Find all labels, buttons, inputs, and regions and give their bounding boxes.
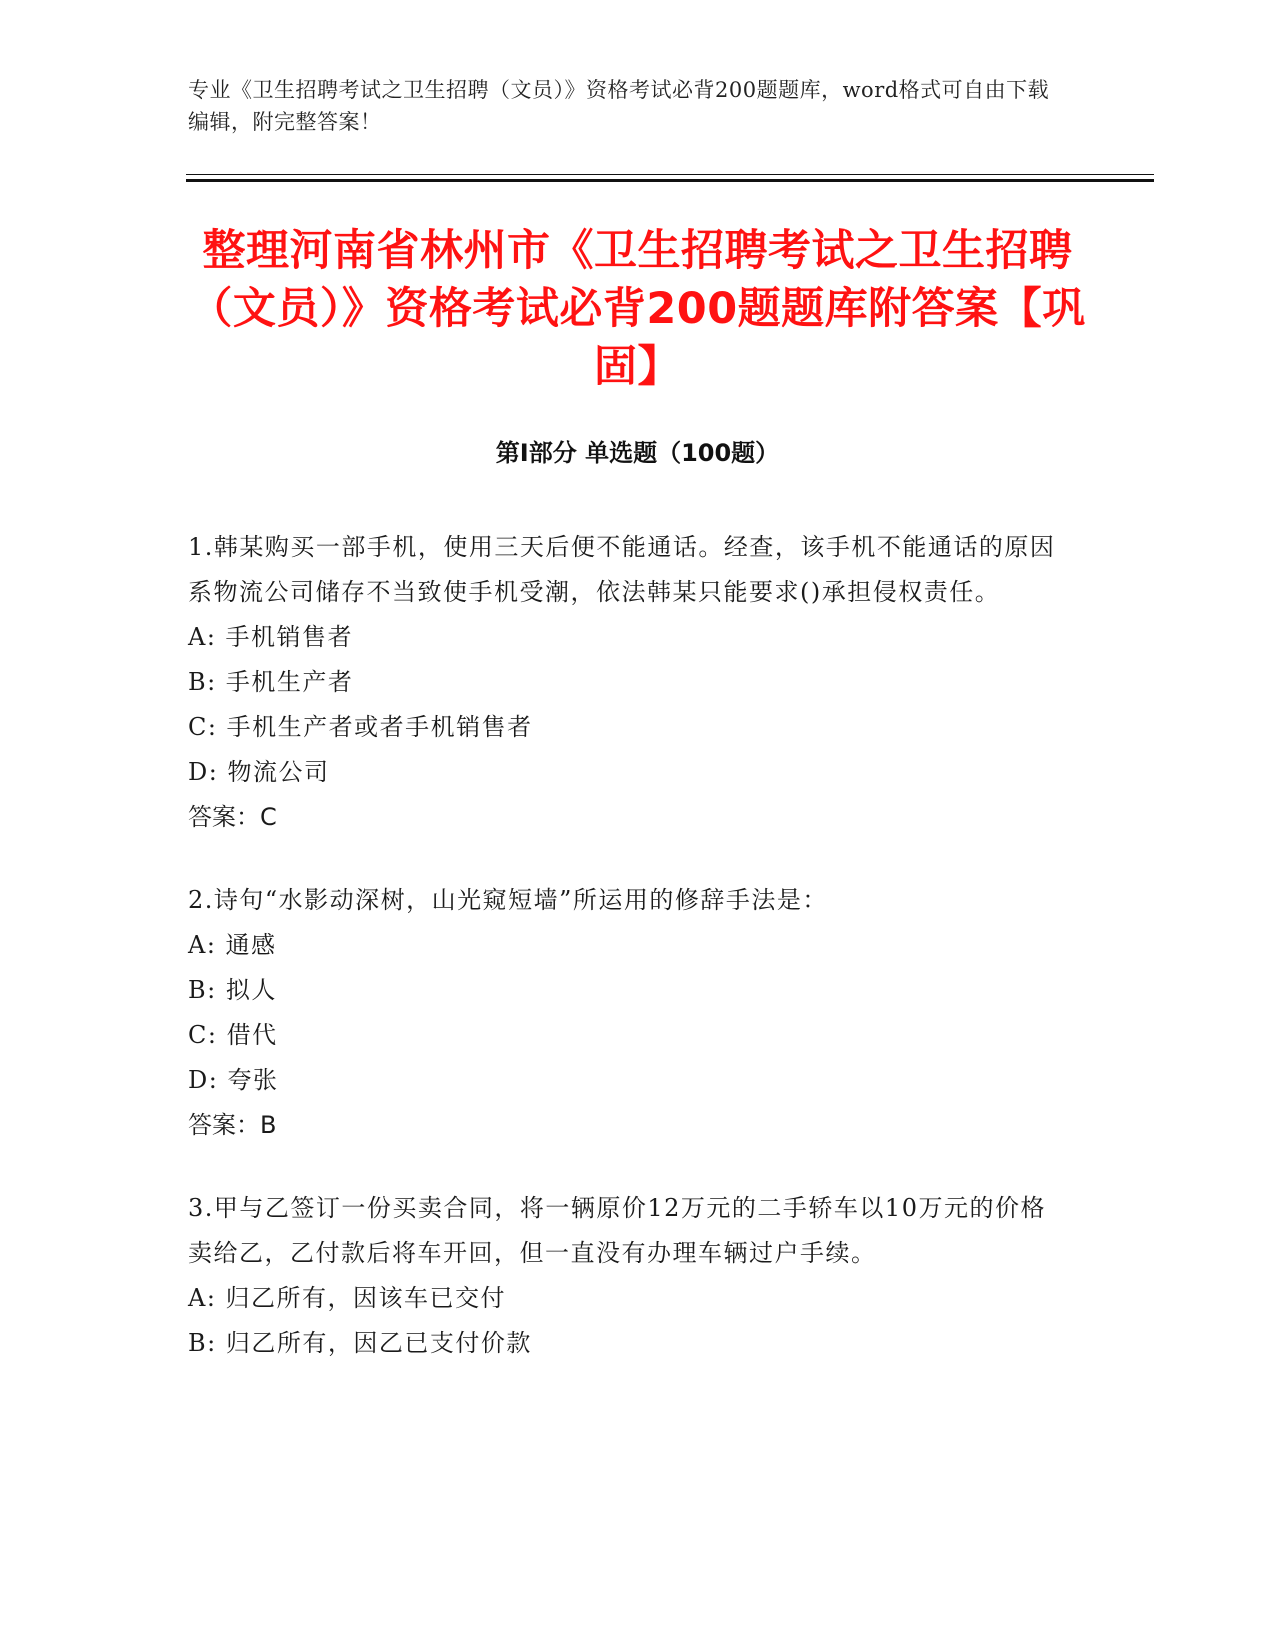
option-d: D: 夸张 <box>188 1066 279 1094</box>
question-3 <box>188 1186 1068 1366</box>
option-b: B: 手机生产者 <box>188 668 354 696</box>
option-b: B: 归乙所有，因乙已支付价款 <box>188 1329 532 1357</box>
answer: 答案：C <box>188 803 277 831</box>
header-divider-thick <box>186 179 1154 182</box>
option-d: D: 物流公司 <box>188 758 330 786</box>
section-heading: 第Ⅰ部分 单选题（100题） <box>495 439 780 467</box>
document-title: 整理河南省林州市《卫生招聘考试之卫生招聘（文员）》资格考试必背200题题库附答案【巩固】 <box>189 226 1086 392</box>
answer: 答案：B <box>188 1111 277 1139</box>
header-divider-thin <box>186 174 1154 175</box>
question-stem: 3.甲与乙签订一份买卖合同，将一辆原价12万元的二手轿车以10万元的价格卖给乙，乙付款后将车开回，但一直没有办理车辆过户手续。 <box>188 1194 1046 1267</box>
option-c: C: 手机生产者或者手机销售者 <box>188 713 533 741</box>
option-a: A: 归乙所有，因该车已交付 <box>188 1284 507 1312</box>
option-b: B: 拟人 <box>188 976 277 1004</box>
question-list <box>188 525 1068 1404</box>
option-c: C: 借代 <box>188 1021 278 1049</box>
question-1 <box>188 525 1068 840</box>
option-a: A: 手机销售者 <box>188 623 354 651</box>
question-stem: 2.诗句“水影动深树，山光窥短墙”所运用的修辞手法是： <box>188 886 828 914</box>
question-stem: 1.韩某购买一部手机，使用三天后便不能通话。经查，该手机不能通话的原因系物流公司储存不当致使手机受潮，依法韩某只能要求()承担侵权责任。 <box>188 533 1056 606</box>
question-2 <box>188 878 1068 1148</box>
header-note: 专业《卫生招聘考试之卫生招聘（文员）》资格考试必背200题题库，word格式可自由下载编辑，附完整答案！ <box>188 78 1050 134</box>
option-a: A: 通感 <box>188 931 277 959</box>
